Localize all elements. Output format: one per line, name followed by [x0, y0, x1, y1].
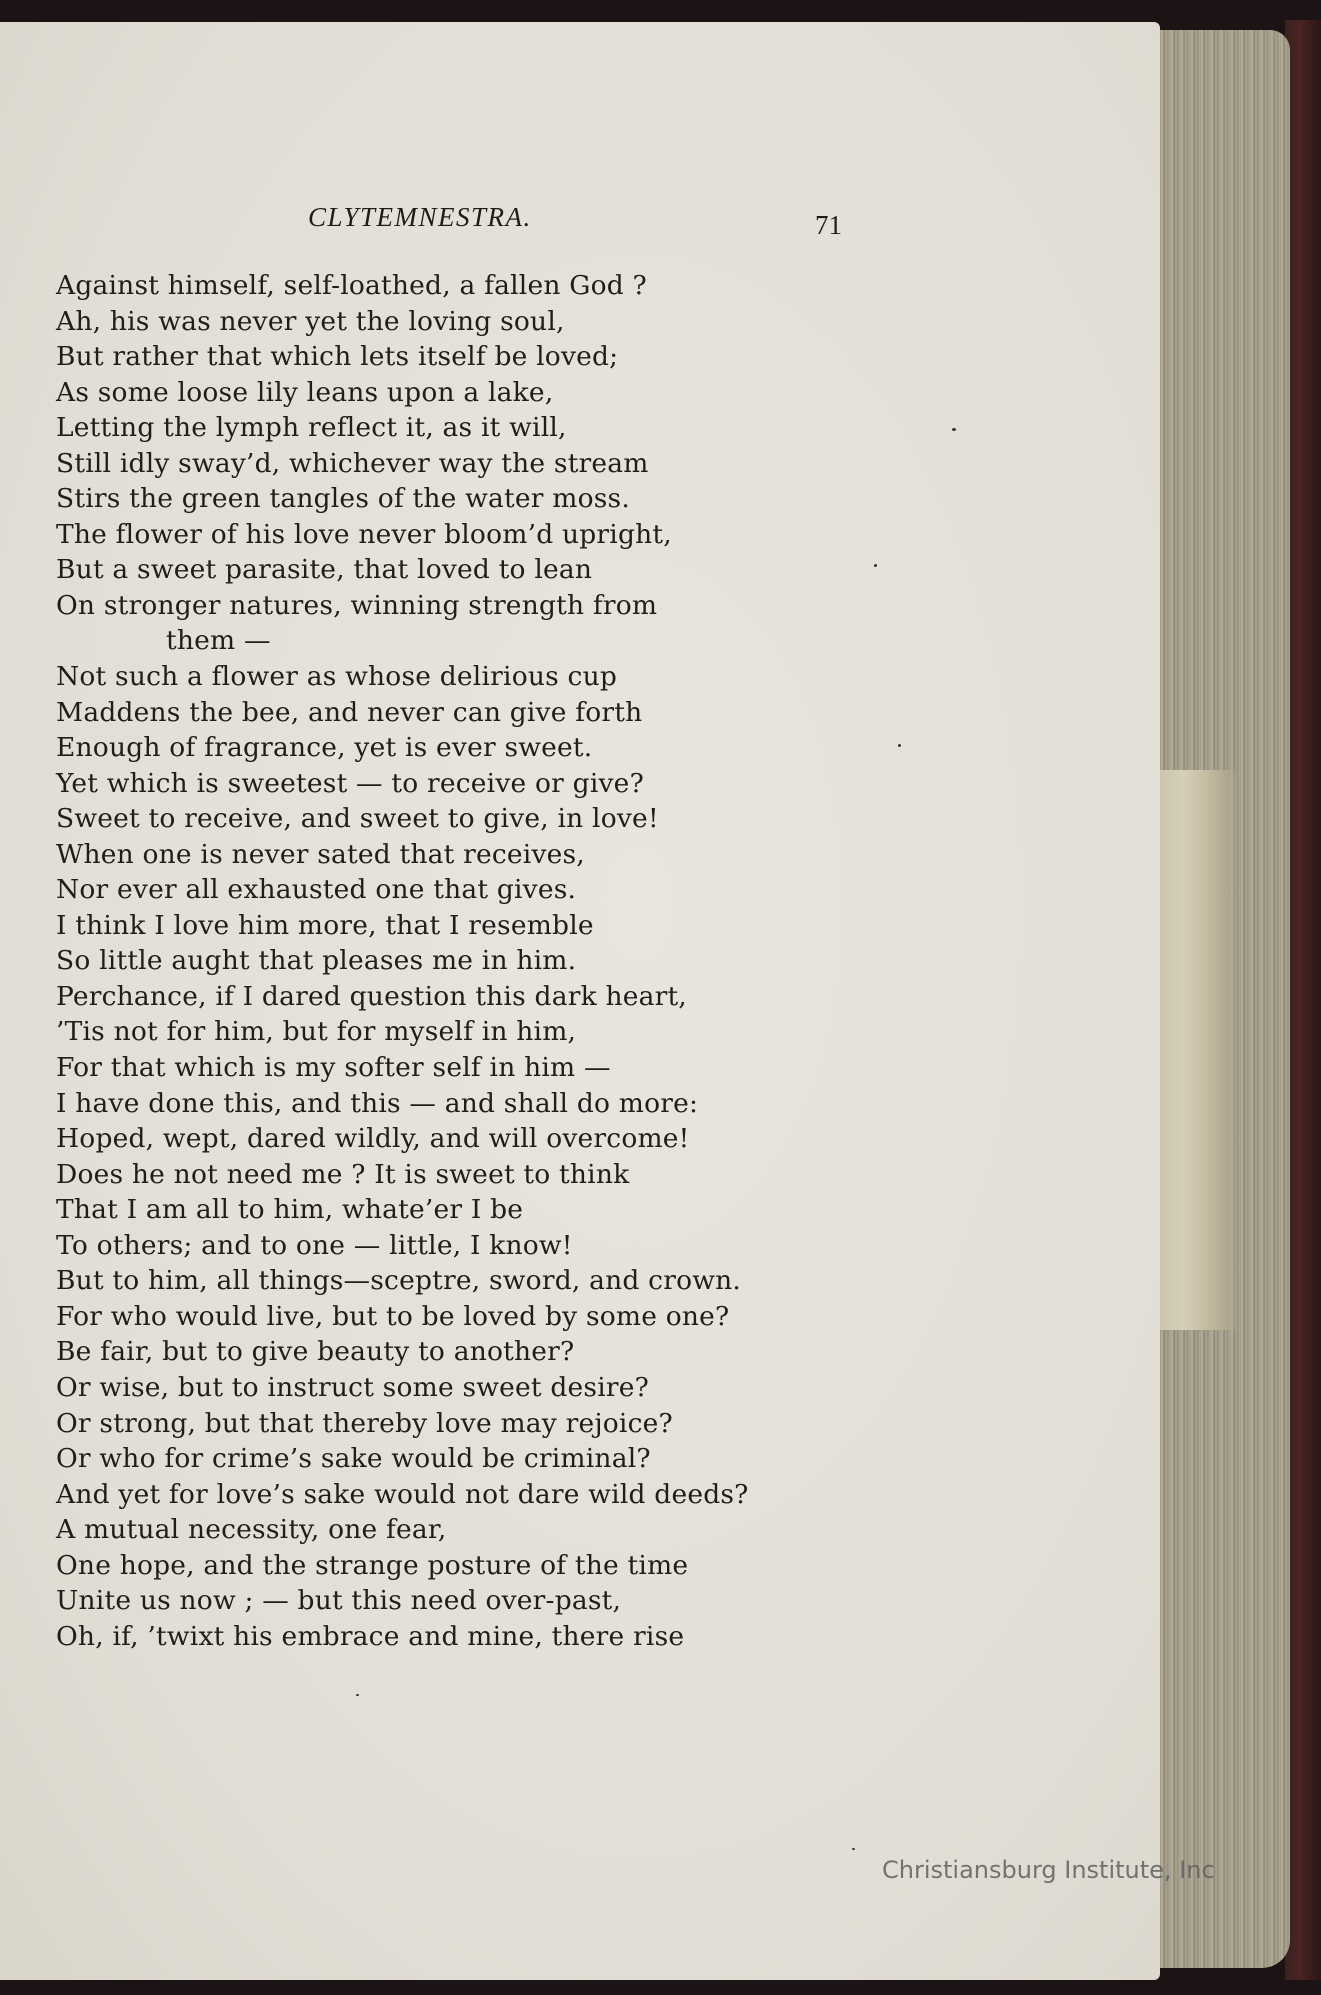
poem-line: But rather that which lets itself be loved;: [56, 341, 619, 373]
watermark: Christiansburg Institute, Inc: [882, 1856, 1215, 1884]
poem-line: Against himself, self-loathed, a fallen God ?: [56, 270, 647, 301]
poem-line: To others; and to one — little, I know!: [56, 1229, 573, 1261]
poem-line: I have done this, and this — and shall do more:: [56, 1087, 699, 1119]
poem-line: ’Tis not for him, but for myself in him,: [56, 1016, 577, 1048]
poem-line: For that which is my softer self in him —: [56, 1052, 611, 1084]
page-edge-highlight: [1148, 770, 1238, 1330]
poem-line: As some loose lily leans upon a lake,: [56, 376, 554, 408]
poem-line: That I am all to him, whate’er I be: [56, 1194, 524, 1226]
poem-line-continuation: them —: [166, 625, 271, 657]
poem-line: Or wise, but to instruct some sweet desire?: [56, 1371, 650, 1403]
poem-line: But to him, all things—sceptre, sword, and crown.: [56, 1265, 741, 1297]
page-number: 71: [815, 210, 842, 240]
poem-text: [56, 268, 856, 1654]
paper-speck: [356, 1694, 359, 1696]
poem-line: When one is never sated that receives,: [56, 838, 585, 870]
poem-line: Enough of fragrance, yet is ever sweet.: [56, 732, 593, 764]
poem-line: And yet for love’s sake would not dare wild deeds?: [56, 1478, 749, 1510]
poem-line: Perchance, if I dared question this dark heart,: [56, 980, 687, 1012]
poem-line: A mutual necessity, one fear,: [56, 1514, 447, 1546]
poem-line: But a sweet parasite, that loved to lean: [56, 554, 593, 586]
paper-speck: [898, 744, 901, 747]
book-cover-edge: [1285, 20, 1321, 1980]
poem-line: Not such a flower as whose delirious cup: [56, 661, 618, 693]
poem-line: Or strong, but that thereby love may rejoice?: [56, 1407, 673, 1439]
poem-line: One hope, and the strange posture of the time: [56, 1549, 689, 1581]
poem-line: Or who for crime’s sake would be criminal?: [56, 1443, 651, 1475]
poem-line: The flower of his love never bloom’d upright,: [56, 518, 672, 550]
poem-line: Stirs the green tangles of the water moss.: [56, 483, 630, 515]
poem-line: Letting the lymph reflect it, as it will,: [56, 412, 567, 444]
paper-speck: [852, 1848, 855, 1850]
poem-line: Still idly sway’d, whichever way the stream: [56, 447, 649, 479]
poem-line: Oh, if, ’twixt his embrace and mine, there rise: [56, 1620, 685, 1652]
paper-speck: [952, 428, 956, 431]
poem-line: Nor ever all exhausted one that gives.: [56, 874, 577, 906]
poem-line: Sweet to receive, and sweet to give, in love!: [56, 803, 659, 835]
poem-line: Maddens the bee, and never can give forth: [56, 696, 643, 728]
paper-speck: [874, 564, 877, 567]
running-head: CLYTEMNESTRA.: [308, 202, 532, 232]
poem-line: On stronger natures, winning strength from: [56, 589, 658, 621]
poem-line: Yet which is sweetest — to receive or give?: [56, 767, 644, 799]
poem-line: For who would live, but to be loved by some one?: [56, 1300, 730, 1332]
poem-line: Ah, his was never yet the loving soul,: [56, 305, 565, 337]
poem-line: So little aught that pleases me in him.: [56, 945, 577, 977]
poem-line: I think I love him more, that I resemble: [56, 909, 594, 941]
poem-line: Does he not need me ? It is sweet to think: [56, 1158, 630, 1190]
poem-line: Unite us now ; — but this need over-past,: [56, 1585, 622, 1617]
poem-line: Be fair, but to give beauty to another?: [56, 1336, 575, 1368]
poem-line: Hoped, wept, dared wildly, and will overcome!: [56, 1123, 690, 1155]
